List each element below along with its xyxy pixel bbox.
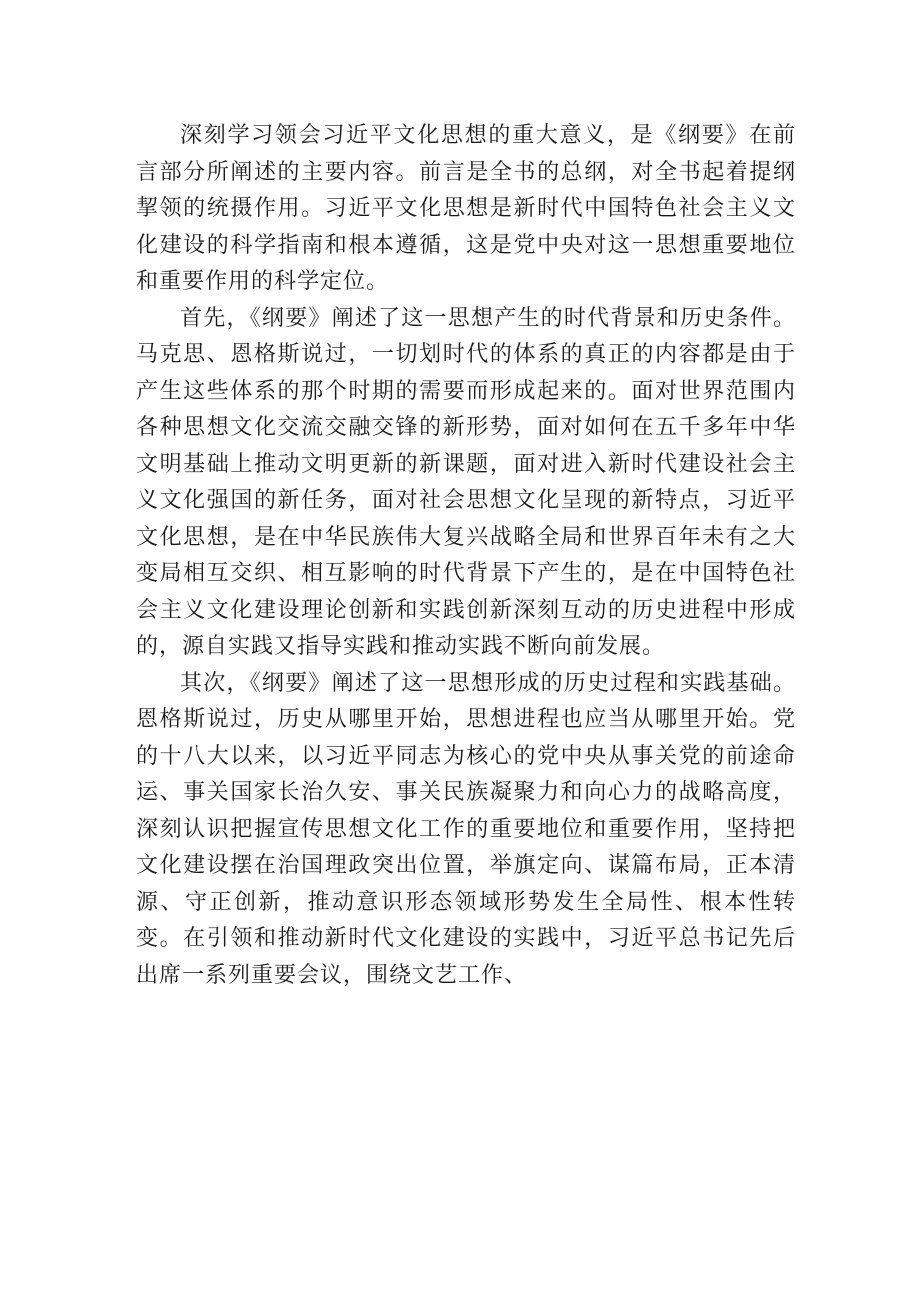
paragraph-significance: 深刻学习领会习近平文化思想的重大意义，是《纲要》在前言部分所阐述的主要内容。前言是全书的总纲，对全书起着提纲挈领的统摄作用。习近平文化思想是新时代中国特色社会主义文化建设的科学指南和根本遵循，这是党中央对这一思想重要地位和重要作用的科学定位。 (136, 123, 796, 294)
paragraph-background: 首先，《纲要》阐述了这一思想产生的时代背景和历史条件。马克思、恩格斯说过，一切划时代的体系的真正的内容都是由于产生这些体系的那个时期的需要而形成起来的。面对世界范围内各种思想文化交流交融交锋的新形势，面对如何在五千多年中华文明基础上推动文明更新的新课题，面对进入新时代建设社会主义文化强国的新任务，面对社会思想文化呈现的新特点，习近平文化思想，是在中华民族伟大复兴战略全局和世界百年未有之大变局相互交织、相互影响的时代背景下产生的，是在中国特色社会主义文化建设理论创新和实践创新深刻互动的历史进程中形成的，源自实践又指导实践和推动实践不断向前发展。 (136, 305, 796, 659)
paragraph-history: 其次，《纲要》阐述了这一思想形成的历史过程和实践基础。恩格斯说过，历史从哪里开始，思想进程也应当从哪里开始。党的十八大以来，以习近平同志为核心的党中央从事关党的前途命运、事关国家长治久安、事关民族凝聚力和向心力的战略高度，深刻认识把握宣传思想文化工作的重要地位和重要作用，坚持把文化建设摆在治国理政突出位置，举旗定向、谋篇布局，正本清源、守正创新，推动意识形态领域形势发生全局性、根本性转变。在引领和推动新时代文化建设的实践中，习近平总书记先后出席一系列重要会议，围绕文艺工作、 (136, 670, 796, 988)
document-body (136, 118, 796, 994)
